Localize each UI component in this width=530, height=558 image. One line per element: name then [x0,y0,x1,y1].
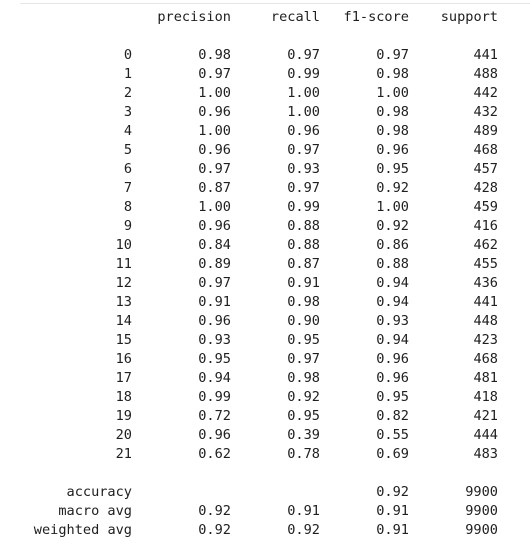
recall-value: 1.00 [287,104,320,120]
row-label: weighted avg [33,522,132,538]
row-label: 21 [115,446,132,462]
row-label: 5 [123,142,132,158]
recall-value: 0.87 [287,256,320,272]
recall-value: 0.88 [287,237,320,253]
support-value: 488 [473,66,498,82]
support-value: 441 [473,47,498,63]
f1-score-value: 0.92 [376,218,409,234]
support-value: 462 [473,237,498,253]
precision-value: 0.95 [198,351,231,367]
row-label: 11 [115,256,132,272]
class-row [0,122,530,141]
precision-value: 0.98 [198,47,231,63]
recall-value: 0.95 [287,332,320,348]
precision-value: 0.84 [198,237,231,253]
f1-score-value: 0.86 [376,237,409,253]
f1-score-value: 0.69 [376,446,409,462]
class-row [0,426,530,445]
precision-value: 0.97 [198,275,231,291]
support-value: 9900 [465,503,498,519]
summary-row [0,483,530,502]
f1-score-value: 0.94 [376,332,409,348]
recall-value: 0.97 [287,180,320,196]
f1-score-value: 0.93 [376,313,409,329]
report-header-row [0,8,530,27]
header-precision: precision [157,9,231,25]
precision-value: 0.99 [198,389,231,405]
row-label: 0 [123,47,132,63]
f1-score-value: 0.91 [376,522,409,538]
recall-value: 0.96 [287,123,320,139]
support-value: 483 [473,446,498,462]
blank-line [0,27,530,46]
class-row [0,274,530,293]
recall-value: 0.88 [287,218,320,234]
support-value: 436 [473,275,498,291]
row-label: 18 [115,389,132,405]
f1-score-value: 0.98 [376,104,409,120]
support-value: 416 [473,218,498,234]
class-row [0,160,530,179]
precision-value: 0.96 [198,104,231,120]
f1-score-value: 0.92 [376,180,409,196]
f1-score-value: 0.94 [376,294,409,310]
class-row [0,103,530,122]
precision-value: 0.91 [198,294,231,310]
support-value: 442 [473,85,498,101]
support-value: 455 [473,256,498,272]
precision-value: 0.96 [198,218,231,234]
support-value: 468 [473,351,498,367]
precision-value: 1.00 [198,123,231,139]
class-row [0,331,530,350]
support-value: 428 [473,180,498,196]
class-row [0,141,530,160]
class-row [0,407,530,426]
f1-score-value: 0.88 [376,256,409,272]
row-label: 17 [115,370,132,386]
support-value: 448 [473,313,498,329]
recall-value: 0.98 [287,294,320,310]
precision-value: 1.00 [198,85,231,101]
precision-value: 0.72 [198,408,231,424]
row-label: macro avg [58,503,132,519]
class-row [0,445,530,464]
recall-value: 0.91 [287,503,320,519]
precision-value: 0.92 [198,522,231,538]
row-label: 1 [123,66,132,82]
precision-value: 0.96 [198,427,231,443]
f1-score-value: 0.94 [376,275,409,291]
row-label: 16 [115,351,132,367]
precision-value: 0.89 [198,256,231,272]
recall-value: 0.97 [287,351,320,367]
header-f1-score: f1-score [343,9,409,25]
row-label: 7 [123,180,132,196]
f1-score-value: 0.95 [376,161,409,177]
row-label: 10 [115,237,132,253]
class-row [0,65,530,84]
header-recall: recall [270,9,320,25]
recall-value: 1.00 [287,85,320,101]
class-row [0,217,530,236]
precision-value: 0.96 [198,142,231,158]
precision-value: 0.93 [198,332,231,348]
class-row [0,255,530,274]
recall-value: 0.97 [287,142,320,158]
precision-value: 0.92 [198,503,231,519]
class-row [0,46,530,65]
precision-value: 0.96 [198,313,231,329]
f1-score-value: 1.00 [376,199,409,215]
row-label: 14 [115,313,132,329]
class-row [0,388,530,407]
support-value: 423 [473,332,498,348]
class-row [0,84,530,103]
class-row [0,198,530,217]
class-row [0,312,530,331]
f1-score-value: 0.96 [376,370,409,386]
recall-value: 0.92 [287,389,320,405]
row-label: accuracy [66,484,132,500]
recall-value: 0.78 [287,446,320,462]
row-label: 8 [123,199,132,215]
recall-value: 0.99 [287,66,320,82]
class-row [0,369,530,388]
support-value: 441 [473,294,498,310]
support-value: 481 [473,370,498,386]
f1-score-value: 0.96 [376,351,409,367]
header-support: support [440,9,498,25]
precision-value: 0.94 [198,370,231,386]
support-value: 468 [473,142,498,158]
row-label: 19 [115,408,132,424]
precision-value: 1.00 [198,199,231,215]
recall-value: 0.93 [287,161,320,177]
f1-score-value: 0.96 [376,142,409,158]
f1-score-value: 0.82 [376,408,409,424]
recall-value: 0.95 [287,408,320,424]
support-value: 9900 [465,522,498,538]
recall-value: 0.99 [287,199,320,215]
row-label: 9 [123,218,132,234]
summary-rows [0,483,530,540]
class-row [0,350,530,369]
precision-value: 0.87 [198,180,231,196]
class-rows [0,46,530,464]
support-value: 459 [473,199,498,215]
support-value: 489 [473,123,498,139]
class-row [0,293,530,312]
support-value: 432 [473,104,498,120]
row-label: 6 [123,161,132,177]
recall-value: 0.90 [287,313,320,329]
f1-score-value: 0.92 [376,484,409,500]
recall-value: 0.97 [287,47,320,63]
row-label: 13 [115,294,132,310]
class-row [0,236,530,255]
support-value: 457 [473,161,498,177]
recall-value: 0.39 [287,427,320,443]
f1-score-value: 0.98 [376,123,409,139]
summary-row [0,521,530,540]
support-value: 444 [473,427,498,443]
row-label: 4 [123,123,132,139]
f1-score-value: 0.97 [376,47,409,63]
f1-score-value: 0.91 [376,503,409,519]
row-label: 20 [115,427,132,443]
support-value: 418 [473,389,498,405]
f1-score-value: 1.00 [376,85,409,101]
precision-value: 0.62 [198,446,231,462]
recall-value: 0.98 [287,370,320,386]
row-label: 2 [123,85,132,101]
support-value: 9900 [465,484,498,500]
support-value: 421 [473,408,498,424]
row-label: 3 [123,104,132,120]
blank-line [0,464,530,483]
precision-value: 0.97 [198,66,231,82]
f1-score-value: 0.55 [376,427,409,443]
row-label: 15 [115,332,132,348]
class-row [0,179,530,198]
precision-value: 0.97 [198,161,231,177]
recall-value: 0.92 [287,522,320,538]
row-label: 12 [115,275,132,291]
f1-score-value: 0.95 [376,389,409,405]
summary-row [0,502,530,521]
f1-score-value: 0.98 [376,66,409,82]
recall-value: 0.91 [287,275,320,291]
